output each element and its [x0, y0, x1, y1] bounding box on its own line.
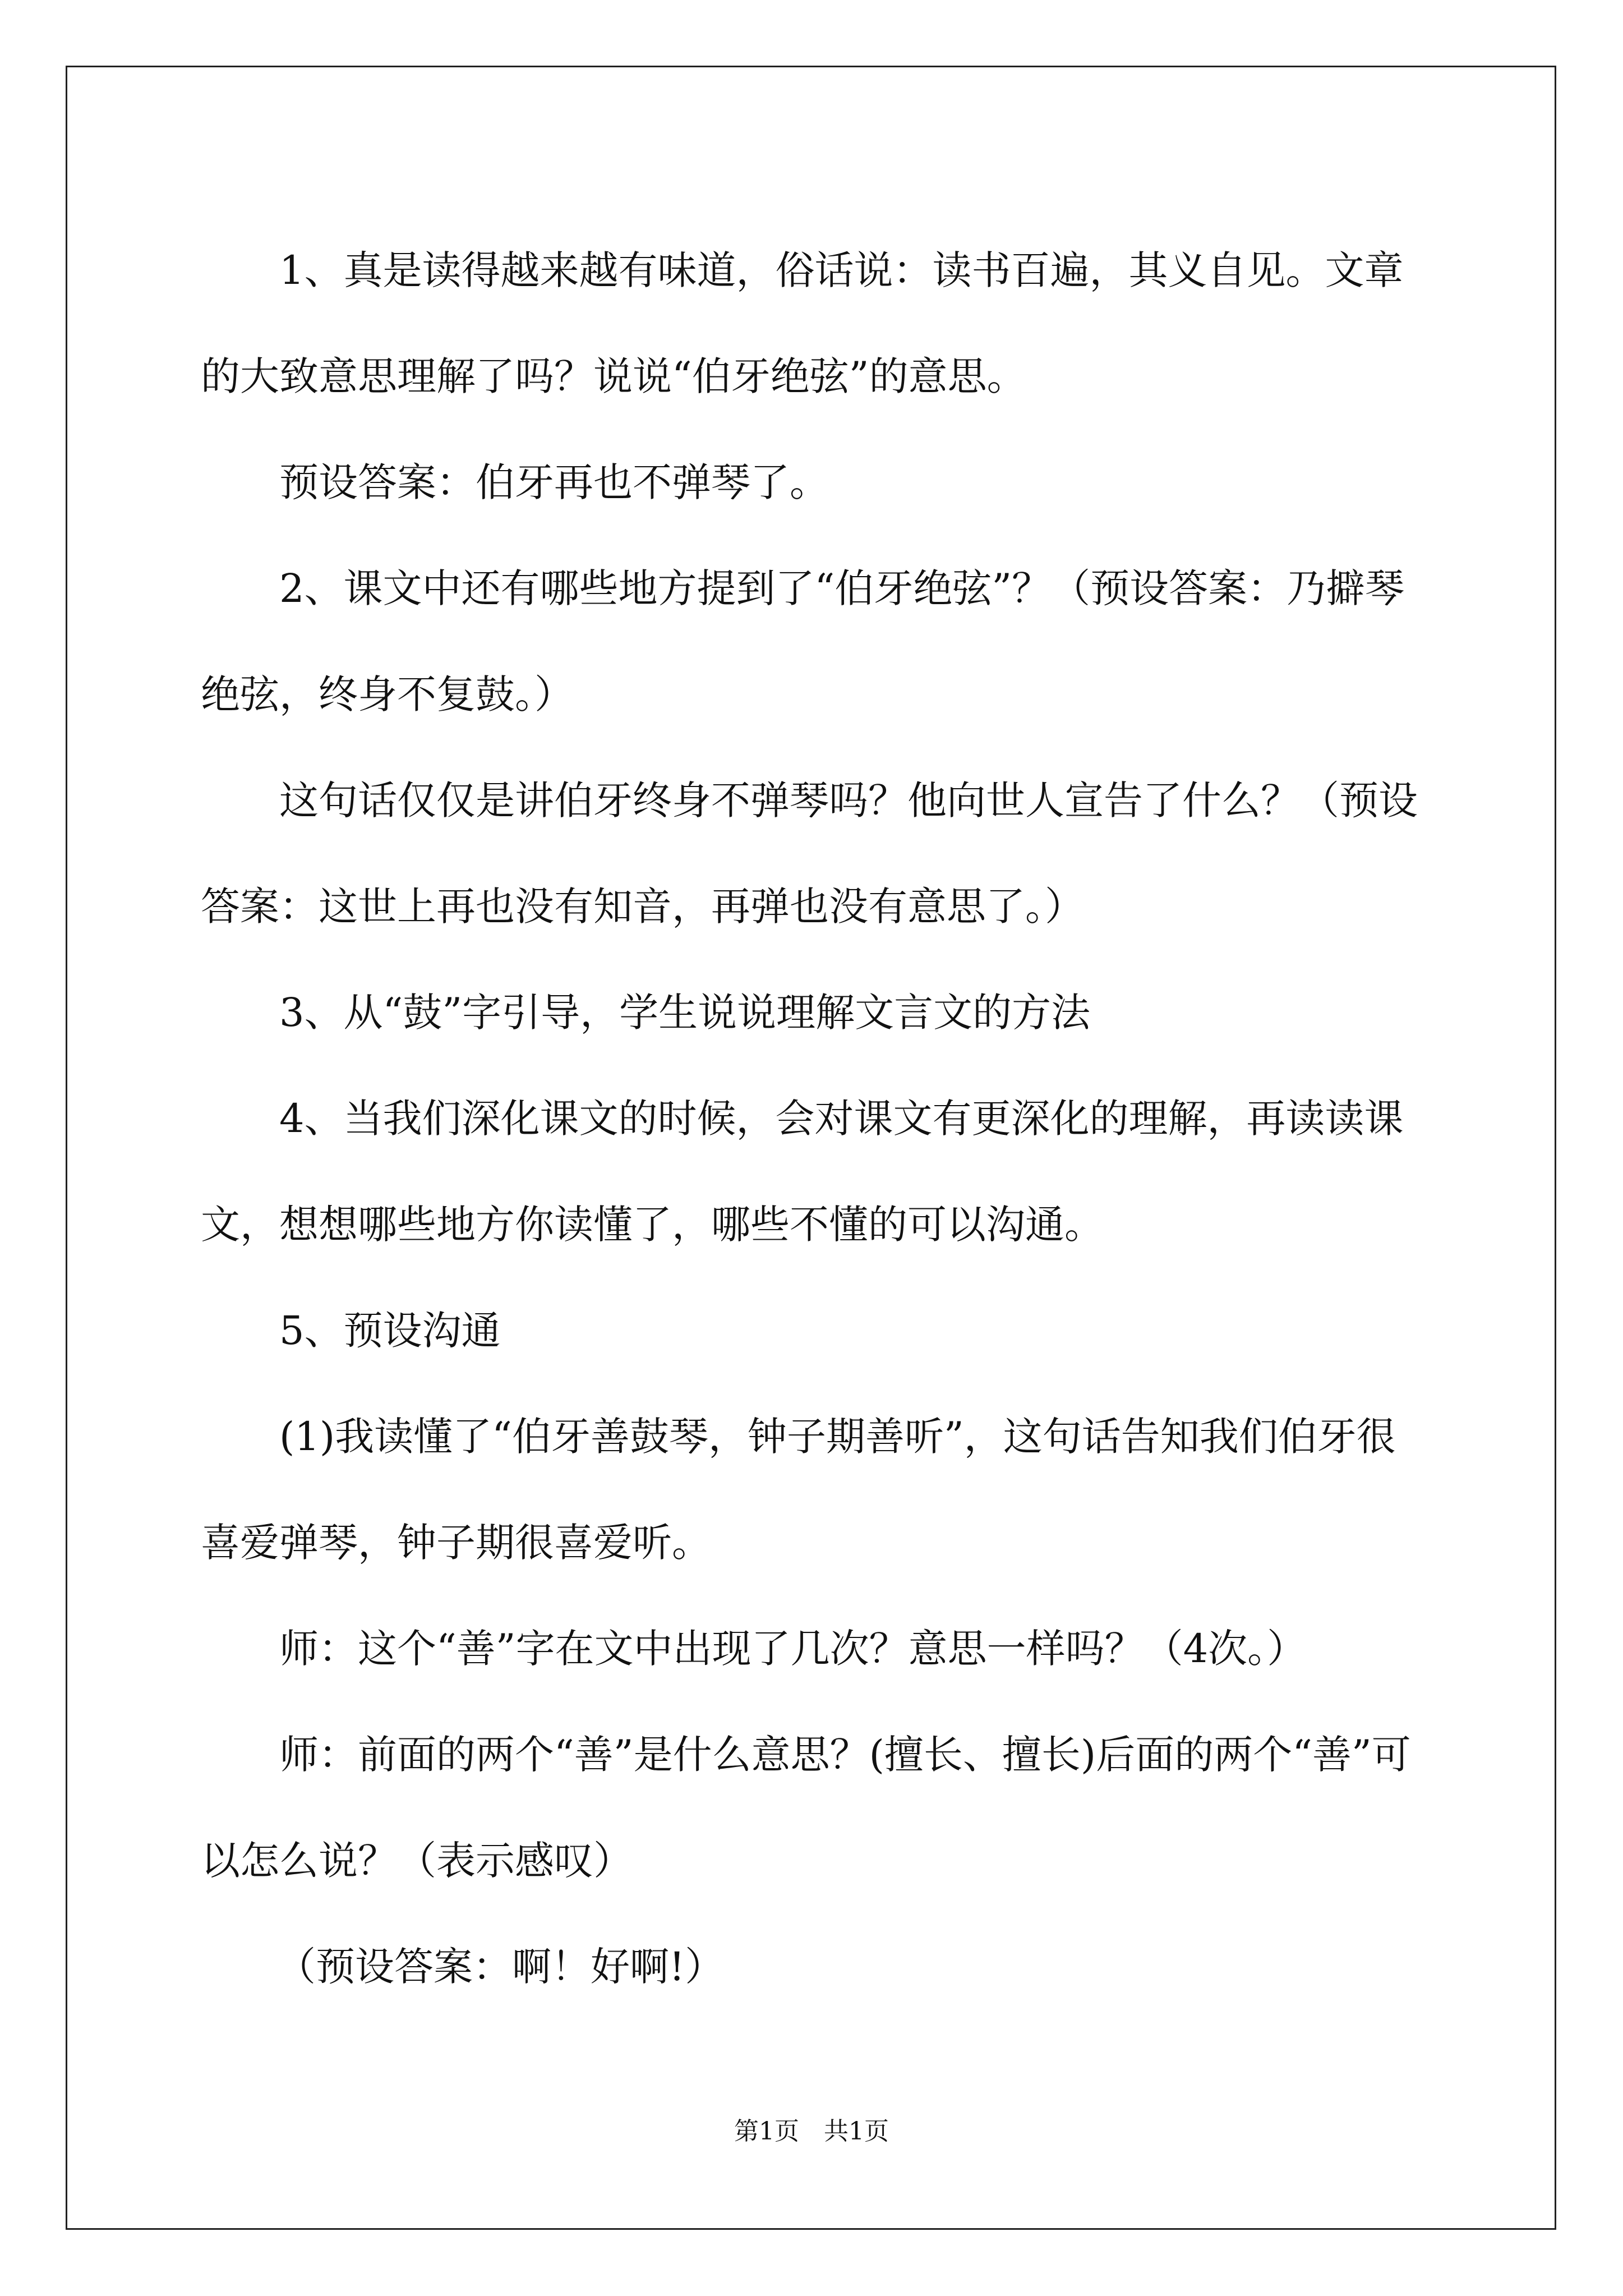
paragraph-4: 这句话仅仅是讲伯牙终身不弹琴吗？他向世人宣告了什么？（预设答案：这世上再也没有知音，再弹也没有意思了。）: [201, 777, 1418, 930]
paragraph-8: (1)我读懂了“伯牙善鼓琴，钟子期善听”，这句话告知我们伯牙很喜爱弹琴，钟子期很喜爱听。: [201, 1414, 1396, 1566]
paragraph-2: 预设答案：伯牙再也不弹琴了。: [279, 459, 829, 505]
paragraph-9: 师：这个“善”字在文中出现了几次？意思一样吗？（4次。）: [279, 1626, 1307, 1672]
document-body: [201, 218, 1429, 2020]
paragraph-1: 1、真是读得越来越有味道，俗话说：读书百遍，其义自见。文章的大致意思理解了吗？说说“伯牙绝弦”的意思。: [201, 247, 1404, 399]
page-footer: 第1页 共1页: [734, 2117, 889, 2146]
paragraph-7: 5、预设沟通: [279, 1308, 501, 1354]
paragraph-3: 2、课文中还有哪些地方提到了“伯牙绝弦”？（预设答案：乃擗琴绝弦，终身不复鼓。）: [201, 565, 1405, 717]
paragraph-6: 4、当我们深化课文的时候，会对课文有更深化的理解，再读读课文，想想哪些地方你读懂了，哪些不懂的可以沟通。: [201, 1096, 1404, 1248]
paragraph-5: 3、从“鼓”字引导，学生说说理解文言文的方法: [279, 990, 1091, 1036]
paragraph-10: 师：前面的两个“善”是什么意思？(擅长、擅长)后面的两个“善”可以怎么说？（表示感叹）: [201, 1732, 1411, 1884]
paragraph-11: （预设答案：啊！好啊!）: [276, 1944, 725, 1990]
